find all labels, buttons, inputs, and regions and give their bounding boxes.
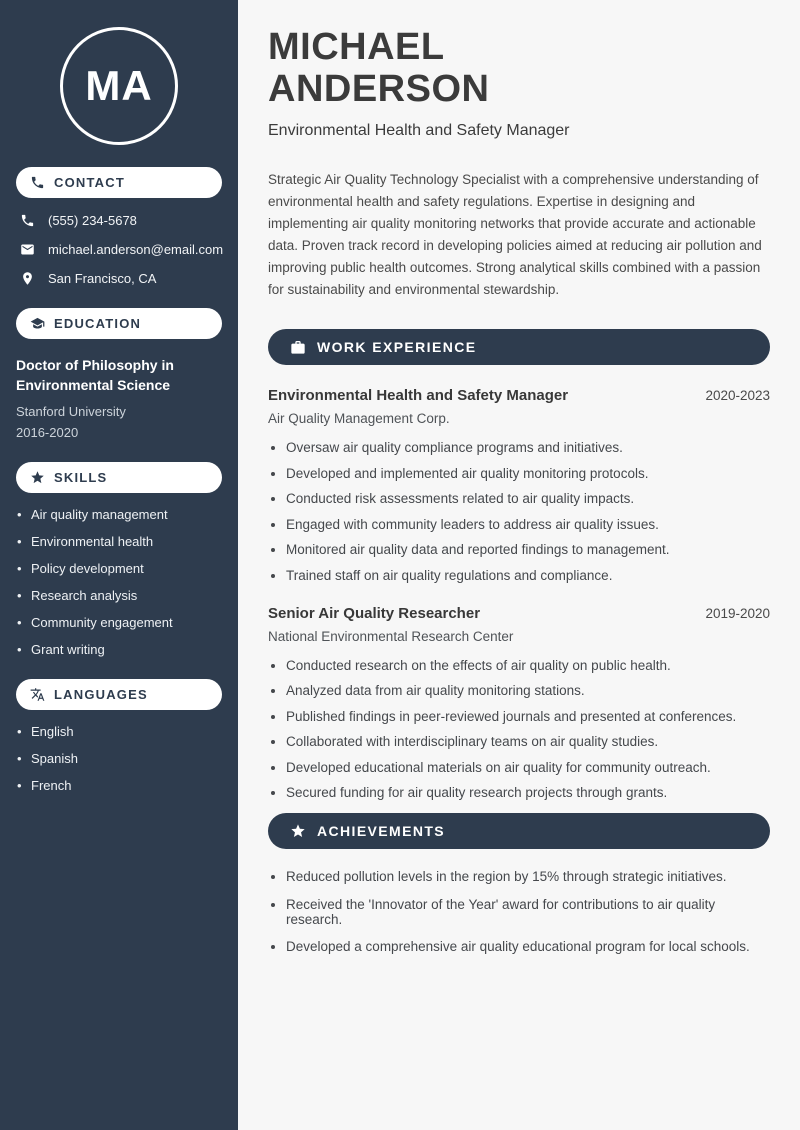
job-entry-1 [268, 387, 770, 583]
avatar-wrap [0, 27, 238, 145]
contact-email [20, 242, 222, 257]
skill-item: • Research analysis [16, 588, 222, 603]
job-bullet: • Conducted risk assessments related to air quality impacts. [286, 491, 770, 506]
job-dates: 2019-2020 [705, 605, 770, 621]
skill-item: • Air quality management [16, 507, 222, 522]
language-item: • Spanish [16, 751, 222, 766]
summary-paragraph: Strategic Air Quality Technology Specialist with a comprehensive understanding of environmental health and safety regulations. Expertise in designing and implementing air quality monitoring networks that provide accurate and actionable data. Proven track record in developing policies aimed at reducing air pollution and improving public health outcomes. Strong analytical skills combined with a passion for sustainability and environmental stewardship. [268, 172, 762, 298]
languages-header-label: LANGUAGES [54, 686, 148, 702]
avatar [60, 27, 178, 145]
person-title: Environmental Health and Safety Manager [268, 122, 570, 140]
job-dates: 2020-2023 [705, 388, 770, 404]
achievement-bullet: • Reduced pollution levels in the region by 15% through strategic initiatives. [286, 869, 770, 884]
job-bullet: • Engaged with community leaders to address air quality issues. [286, 517, 770, 532]
languages-section-header [16, 679, 222, 710]
achievements-section-header [268, 813, 770, 849]
job-bullet: • Secured funding for air quality research projects through grants. [286, 785, 770, 800]
language-item: • French [16, 778, 222, 793]
contact-phone-text: (555) 234-5678 [48, 213, 137, 228]
contact-phone [20, 213, 222, 228]
job-bullet: • Conducted research on the effects of air quality on public health. [286, 658, 770, 673]
graduation-cap-icon [30, 316, 45, 331]
skill-item: • Community engagement [16, 615, 222, 630]
job-bullet: • Monitored air quality data and reported findings to management. [286, 542, 770, 557]
star-icon [290, 823, 306, 839]
achievements-bullet-list [286, 869, 770, 954]
skills-section-header [16, 462, 222, 493]
job-title: Senior Air Quality Researcher [268, 604, 481, 622]
avatar-initials: MA [85, 62, 153, 109]
email-icon [20, 242, 35, 257]
skill-item: • Environmental health [16, 534, 222, 549]
contact-location [20, 271, 222, 286]
job-head [268, 605, 770, 622]
education-years: 2016-2020 [16, 424, 79, 440]
job-bullet: • Published findings in peer-reviewed journals and presented at conferences. [286, 709, 770, 724]
job-bullet: • Trained staff on air quality regulations and compliance. [286, 568, 770, 583]
briefcase-icon [290, 339, 306, 355]
contact-location-text: San Francisco, CA [48, 271, 157, 286]
education-school: Stanford University [16, 403, 126, 419]
person-name [268, 26, 770, 110]
achievement-bullet: • Received the 'Innovator of the Year' award for contributions to air quality research. [286, 897, 770, 927]
skill-item: • Policy development [16, 561, 222, 576]
main-content [238, 0, 800, 1130]
star-icon [30, 470, 45, 485]
work-experience-header-label: WORK EXPERIENCE [317, 339, 477, 356]
skill-item: • Grant writing [16, 642, 222, 657]
translate-icon [30, 687, 45, 702]
contact-header-label: CONTACT [54, 175, 125, 190]
contact-email-text: michael.anderson@email.com [48, 242, 224, 257]
job-head [268, 387, 770, 404]
job-company: National Environmental Research Center [268, 628, 514, 644]
phone-icon [30, 175, 45, 190]
sidebar [0, 0, 238, 1130]
work-experience-section-header [268, 329, 770, 365]
job-bullet: • Developed educational materials on air quality for community outreach. [286, 760, 770, 775]
achievements-header-label: ACHIEVEMENTS [317, 823, 446, 840]
education-degree: Doctor of Philosophy in Environmental Science [16, 357, 174, 394]
education-block [16, 355, 222, 440]
job-bullet: • Oversaw air quality compliance programs and initiatives. [286, 440, 770, 455]
contact-section-header [16, 167, 222, 198]
job-bullet: • Developed and implemented air quality monitoring protocols. [286, 466, 770, 481]
skills-list [16, 507, 222, 657]
job-bullet-list [286, 440, 770, 583]
job-title: Environmental Health and Safety Manager [268, 387, 569, 405]
job-company: Air Quality Management Corp. [268, 411, 450, 427]
person-last-name: ANDERSON [268, 68, 490, 111]
skills-header-label: SKILLS [54, 469, 108, 485]
job-bullet: • Collaborated with interdisciplinary teams on air quality studies. [286, 734, 770, 749]
contact-list [20, 213, 222, 286]
location-pin-icon [20, 271, 35, 286]
phone-icon [20, 213, 35, 228]
job-bullet: • Analyzed data from air quality monitoring stations. [286, 683, 770, 698]
achievement-bullet: • Developed a comprehensive air quality educational program for local schools. [286, 939, 770, 954]
job-entry-2 [268, 605, 770, 801]
education-section-header [16, 308, 222, 339]
education-header-label: EDUCATION [54, 316, 142, 331]
job-bullet-list [286, 658, 770, 801]
languages-list [16, 724, 222, 793]
language-item: • English [16, 724, 222, 739]
person-first-name: MICHAEL [268, 26, 445, 68]
